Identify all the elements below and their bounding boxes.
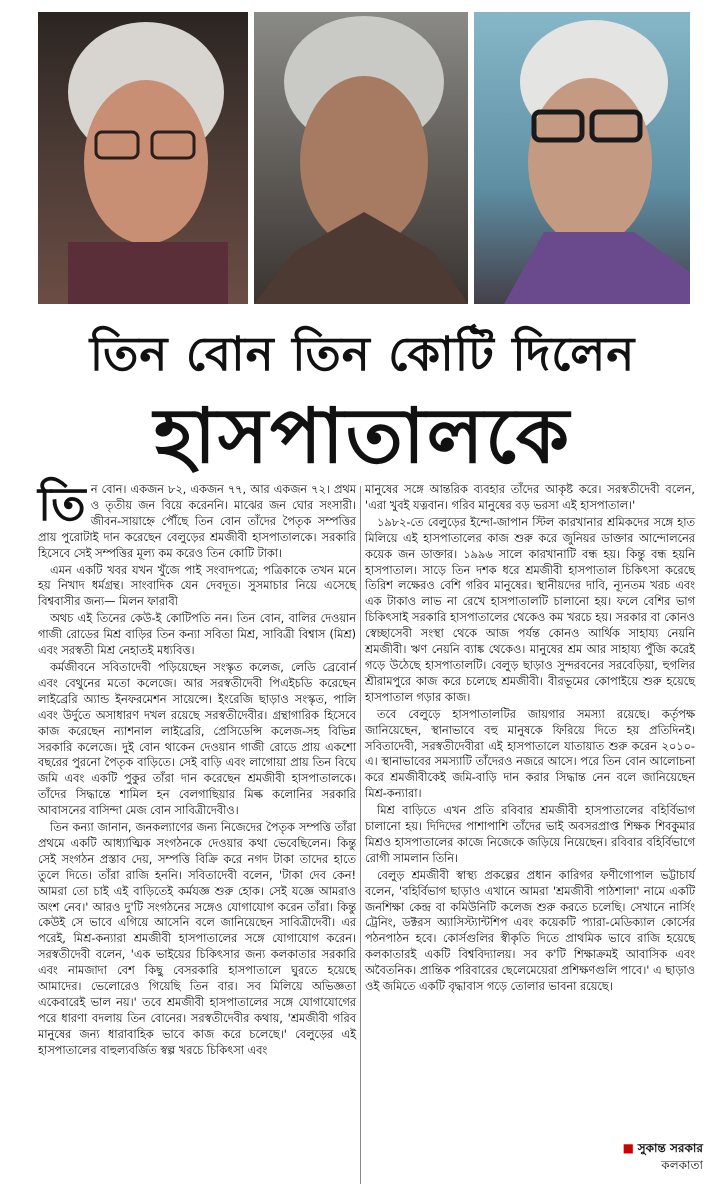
column-divider [360,486,361,1184]
drop-cap: তি [38,477,86,531]
photo-strip [38,12,690,304]
article-paragraph: তিন কন্যা জানান, জনকল্যাণের জন্য নিজেদের পৈতৃক সম্পত্তি তাঁরা প্রথমে একটি আধ্যাত্মিক সংগঠনকে দেওয়ার কথা ভেবেছিলেন। কিন্তু সেই সংগঠন প্রস্তাব দেয়, সম্পত্তি বিক্রি করে নগদ টাকা তাদের হাতে তুলে দিতে। তাঁরা রাজি হননি। সবিতাদেবী বলেন, 'টাকা দেব কেন! আমরা তো চাই এই বাড়িতেই কর্মযজ্ঞ শুরু হোক। সেই যজ্ঞে আমরাও অংশ নেব।' আরও দু'টি সংগঠনের সঙ্গেও যোগাযোগ করেন তাঁরা। কিন্তু কেউই সে ভাবে এগিয়ে আসেনি বলে জানিয়েছেন সাবিত্রীদেবী। এর পরেই, মিশ্র-কন্যারা শ্রমজীবী হাসপাতালের সঙ্গে যোগাযোগ করেন। সরস্বতীদেবী বলেন, 'এক ভাইয়ের চিকিৎসার জন্য কলকাতার সরকারি এবং নামজাদা বেশ কিছু বেসরকারি হাসপাতালে ঘুরতে হয়েছে আমাদের। ভেলোরেও গিয়েছি তিন বার। সব মিলিয়ে অভিজ্ঞতা একেবারেই ভাল নয়।' তবে শ্রমজীবী হাসপাতালের সঙ্গে যোগাযোগের পরে ধারণা বদলায় তিন বোনের। সরস্বতীদেবীর কথায়, 'শ্রমজীবী গরিব মানুষের জন্য ধারাবাহিক ভাবে কাজ করে চলেছে।' বেলুড়ের এই হাসপাতালের বাহুল্যবর্জিত স্বল্প খরচে চিকিৎসা এবং [38,821,356,1057]
article-paragraph: তিন বোন। একজন ৮২, একজন ৭৭, আর একজন ৭২। প্রথম ও তৃতীয় জন বিয়ে করেননি। মাঝের জন ঘোর সংসারী। জীবন-সায়াহ্নে পৌঁছে তিন বোন তাঁদের পৈতৃক সম্পত্তির প্রায় পুরোটাই দান করেছেন বেলুড়ের শ্রমজীবী হাসপাতালকে। সরকারি হিসেবে সেই সম্পত্তির মূল্য কম করেও তিন কোটি টাকা। [38,477,356,560]
article-paragraph: মানুষের সঙ্গে আন্তরিক ব্যবহার তাঁদের আকৃষ্ট করে। সরস্বতীদেবী বলেন, 'এরা খুবই যত্নবান। গরিব মানুষের বড় ভরসা এই হাসপাতাল।' [365,483,695,512]
article-paragraph: এমন একটি খবর যখন খুঁজে পাই সংবাদপত্রে; পত্রিকাকে তখন মনে হয় নিখাদ ধর্মগ্রন্থ। সাংবাদিক যেন দেবদূত। সুসমাচার নিয়ে এসেছে বিশ্ববাসীর জন্য— মিলন ফারাবী [38,563,356,609]
article-paragraph: কর্মজীবনে সবিতাদেবী পড়িয়েছেন সংস্কৃত কলেজ, লেডি ব্রেবোর্ন এবং বেথুনের মতো কলেজে। আর সরস্বতীদেবী পিএইচডি করেছেন লাইব্রেরি অ্যান্ড ইনফরমেশন সায়েন্সে। ইংরেজি ছাড়াও সংস্কৃত, পালি এবং উর্দুতে অসাধারণ দখল রয়েছে সরস্বতীদেবীর। গ্রন্থাগারিক হিসেবে কাজ করেছেন ন্যাশনাল লাইব্রেরি, প্রেসিডেন্সি কলেজ-সহ বিভিন্ন সরকারি কলেজে। দুই বোন থাকেন দেওয়ান গাজী রোডে প্রায় একশো বছরের পুরনো পৈতৃক বাড়িতে। সেই বাড়ি এবং লাগোয়া প্রায় তিন বিঘে জমি এবং একটি পুকুর তাঁরা দান করেছেন শ্রমজীবী হাসপাতালকে। তাঁদের সিদ্ধান্তে শামিল হন বেলগাছিয়ার মিল্ক কলোনির সরকারি আবাসনের বাসিন্দা মেজ বোন সাবিত্রীদেবীও। [38,660,356,818]
headline-line-1: তিন বোন তিন কোটি দিলেন [89,327,636,382]
article-paragraph: মিশ্র বাড়িতে এখন প্রতি রবিবার শ্রমজীবী হাসপাতালের বহির্বিভাগ চালানো হয়। দিদিদের পাশাপাশি তাঁদের ভাই অবসরপ্রাপ্ত শিক্ষক শিবকুমার মিশ্রও হাসপাতালের কাজে নিজেকে জড়িয়ে নিয়েছেন। রবিবার বহির্বিভাগে রোগী সামলান তিনি। [365,804,695,865]
headline-line-2: হাসপাতালকে [153,391,572,480]
byline [623,1140,703,1174]
sister-photo-left [38,12,248,304]
sister-photo-center [254,12,468,304]
article-right-column [365,482,695,995]
author-name: সুকান্ত সরকার [637,1141,703,1155]
article-paragraph: বেলুড় শ্রমজীবী স্বাস্থ্য প্রকল্পের প্রধান কারিগর ফণীগোপাল ভট্টাচার্য বলেন, 'বহির্বিভাগ ছাড়াও এখানে আমরা 'শ্রমজীবী পাঠশালা' নামে একটি জনশিক্ষা কেন্দ্র বা কমিউনিটি কলেজ শুরু করতে চলেছি। সেখানে নার্সিং ট্রেনিং, ডক্টরস অ্যাসিস্ট্যান্টশিপ এবং কয়েকটি প্যারা-মেডিক্যাল কোর্সের পঠনপাঠন হবে। কোর্সগুলির স্বীকৃতি দিতে প্রাথমিক ভাবে রাজি হয়েছে কলকাতারই একটি বিশ্ববিদ্যালয়। সব ক'টি শিক্ষাক্রমই আবাসিক এবং অবৈতনিক। প্রান্তিক পরিবারের ছেলেমেয়েরা প্রশিক্ষণগুলি পাবে।' এ ছাড়াও ওই জমিতে একটি বৃদ্ধাবাস গড়ে তোলার ভাবনা রয়েছে। [365,868,695,994]
dateline-location: কলকাতা [661,1158,703,1172]
article-paragraph: অথচ এই তিনের কেউ-ই কোটিপতি নন। তিন বোন, বালির দেওয়ান গাজী রোডের মিশ্র বাড়ির তিন কন্যা সবিতা মিশ্র, সাবিত্রী বিশ্বাস (মিশ্র) এবং সরস্বতী মিশ্র নেহাতই মধ্যবিত্ত। [38,612,356,658]
sister-photo-right [474,12,690,304]
article-paragraph: তবে বেলুড়ে হাসপাতালটির জায়গার সমস্যা রয়েছে। কর্তৃপক্ষ জানিয়েছেন, স্থানাভাবে বহু মানুষকে ফিরিয়ে দিতে হয় প্রতিদিনই। সবিতাদেবী, সরস্বতীদেবীরা এই হাসপাতালে যাতায়াত শুরু করেন ২০১০-এ। স্থানাভাবের সমস্যাটি তাঁদেরও নজরে আসে। পরে তিন বোন আলোচনা করে শ্রমজীবীকেই জমি-বাড়ি দান করার সিদ্ধান্ত নেন বলে জানিয়েছেন মিশ্র-কন্যারা। [365,707,695,801]
article-left-column [38,477,356,1059]
article-paragraph: ১৯৮২-তে বেলুড়ের ইন্দো-জাপান স্টিল কারখানার শ্রমিকদের সঙ্গে হাত মিলিয়ে এই হাসপাতালের কাজ শুরু করে জুনিয়র ডাক্তার আন্দোলনের কয়েক জন ডাক্তার। ১৯৯৬ সালে কারখানাটি বন্ধ হয়। কিন্তু বন্ধ হয়নি হাসপাতাল। সাড়ে তিন দশক ধরে শ্রমজীবী হাসপাতাল চিকিৎসা করেছে তিরিশ লক্ষেরও বেশি গরিব মানুষের। স্থানীয়দের দাবি, ন্যূনতম খরচ এবং এক টাকাও লাভ না রেখে হাসপাতালটি চালানো হয়। ফলে বেশির ভাগ চিকিৎসাই সরকারি হাসপাতালের থেকেও কম খরচে হয়। সরকার বা কোনও স্বেচ্ছাসেবী সংস্থা থেকে আজ পর্যন্ত কোনও আর্থিক সাহায্য নেয়নি শ্রমজীবী। ঋণ নেয়নি ব্যাঙ্ক থেকেও। মানুষের শ্রম আর সাহায্য পুঁজি করেই গড়ে উঠেছে হাসপাতালটি। বেলুড় ছাড়াও সুন্দরবনের সরবেড়িয়া, হুগলির শ্রীরামপুরে কাজ করে চলেছে শ্রমজীবী। বীরভূমের কোপাইয়ে শুরু হয়েছে হাসপাতাল গড়ার কাজ। [365,515,695,704]
byline-bullet-icon: ■ [622,1141,638,1155]
